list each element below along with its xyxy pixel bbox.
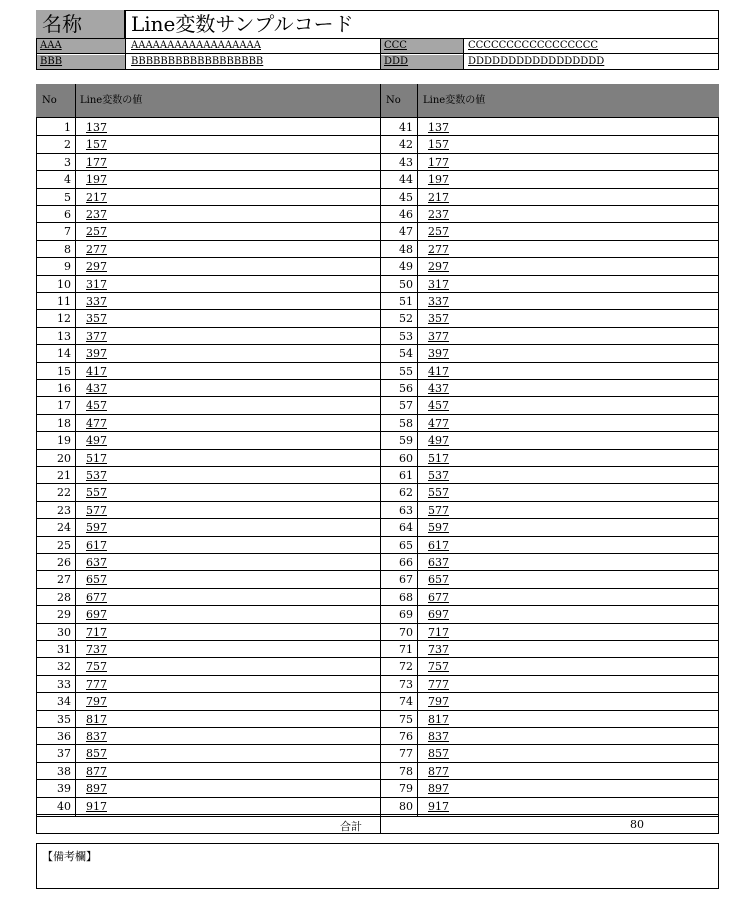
row-value: 877 [428, 764, 449, 778]
row-value: 497 [86, 434, 107, 448]
row-number: 76 [399, 730, 413, 743]
row-value: 177 [86, 155, 107, 169]
row-value: 537 [86, 469, 107, 482]
row-value: 597 [86, 521, 107, 535]
row-value: 857 [428, 747, 449, 761]
row-number: 61 [399, 469, 413, 482]
row-value: 697 [86, 608, 107, 622]
row-number: 41 [399, 121, 413, 134]
row-number: 27 [57, 573, 71, 587]
field-label-ccc: CCC [381, 39, 463, 53]
row-number: 10 [57, 277, 71, 291]
row-value: 617 [86, 538, 107, 552]
row-number: 52 [399, 312, 413, 326]
row-value: 517 [86, 451, 107, 465]
row-value: 417 [86, 364, 107, 378]
row-number: 40 [57, 799, 71, 813]
row-value: 917 [86, 799, 107, 813]
row-value: 817 [428, 712, 449, 726]
row-value: 717 [428, 625, 449, 639]
row-value: 677 [86, 590, 107, 604]
row-number: 17 [57, 399, 71, 413]
row-value: 577 [428, 503, 449, 517]
row-number: 80 [399, 799, 413, 813]
row-number: 39 [57, 782, 71, 796]
row-value: 177 [428, 155, 449, 169]
row-value: 517 [428, 451, 449, 465]
row-number: 32 [57, 660, 71, 674]
row-number: 28 [57, 590, 71, 604]
row-value: 477 [428, 416, 449, 430]
row-number: 7 [64, 225, 71, 239]
row-number: 53 [399, 329, 413, 343]
row-number: 60 [399, 451, 413, 465]
document-title: Line変数サンプルコード [131, 12, 354, 36]
row-value: 397 [428, 347, 449, 361]
row-value: 377 [86, 329, 107, 343]
row-value: 777 [428, 677, 449, 691]
total-label: 合計 [340, 820, 362, 833]
row-value: 297 [428, 260, 449, 274]
row-number: 45 [399, 190, 413, 204]
header-vline [125, 10, 126, 70]
col-header-value-right: Line変数の値 [423, 95, 486, 106]
row-number: 44 [399, 173, 413, 187]
row-value: 597 [428, 521, 449, 535]
row-value: 757 [428, 660, 449, 674]
row-number: 79 [399, 782, 413, 796]
row-number: 8 [64, 242, 71, 256]
row-number: 74 [399, 695, 413, 709]
row-number: 63 [399, 503, 413, 517]
row-value: 457 [428, 399, 449, 413]
row-number: 51 [399, 295, 413, 308]
field-label-bbb: BBB [37, 55, 125, 69]
row-number: 13 [57, 329, 71, 343]
row-value: 297 [86, 260, 107, 274]
row-number: 1 [64, 121, 71, 134]
row-number: 18 [57, 416, 71, 430]
row-value: 157 [86, 138, 107, 152]
row-number: 2 [64, 138, 71, 152]
row-number: 43 [399, 155, 413, 169]
row-value: 617 [428, 538, 449, 552]
row-value: 877 [86, 764, 107, 778]
row-number: 19 [57, 434, 71, 448]
row-value: 377 [428, 329, 449, 343]
row-value: 897 [428, 782, 449, 796]
total-divider [36, 816, 719, 817]
row-number: 72 [399, 660, 413, 674]
row-value: 817 [86, 712, 107, 726]
field-value-aaa: AAAAAAAAAAAAAAAAAA [131, 40, 261, 51]
row-value: 437 [86, 382, 107, 395]
row-number: 24 [57, 521, 71, 535]
row-number: 20 [57, 451, 71, 465]
row-number: 23 [57, 503, 71, 517]
row-number: 62 [399, 486, 413, 500]
row-number: 49 [399, 260, 413, 274]
row-value: 917 [428, 799, 449, 813]
row-number: 69 [399, 608, 413, 622]
row-value: 237 [428, 208, 449, 221]
row-number: 3 [64, 155, 71, 169]
row-number: 46 [399, 208, 413, 221]
row-number: 12 [57, 312, 71, 326]
row-value: 717 [86, 625, 107, 639]
row-number: 21 [57, 469, 71, 482]
row-value: 357 [86, 312, 107, 326]
row-number: 71 [399, 643, 413, 656]
row-value: 777 [86, 677, 107, 691]
row-value: 337 [86, 295, 107, 308]
row-number: 31 [57, 643, 71, 656]
row-value: 357 [428, 312, 449, 326]
row-number: 66 [399, 556, 413, 569]
row-number: 9 [64, 260, 71, 274]
field-value-bbb: BBBBBBBBBBBBBBBBBB [131, 56, 264, 67]
row-number: 42 [399, 138, 413, 152]
row-number: 15 [57, 364, 71, 378]
row-value: 557 [86, 486, 107, 500]
row-value: 397 [86, 347, 107, 361]
row-value: 157 [428, 138, 449, 152]
row-number: 73 [399, 677, 413, 691]
row-number: 26 [57, 556, 71, 569]
remarks-box [36, 843, 719, 889]
row-number: 33 [57, 677, 71, 691]
row-number: 58 [399, 416, 413, 430]
col-divider [75, 84, 76, 816]
row-number: 38 [57, 764, 71, 778]
row-value: 577 [86, 503, 107, 517]
row-value: 697 [428, 608, 449, 622]
row-value: 757 [86, 660, 107, 674]
row-value: 857 [86, 747, 107, 761]
header-vline [380, 38, 381, 70]
row-value: 137 [428, 121, 449, 134]
row-number: 64 [399, 521, 413, 535]
col-divider [417, 84, 418, 816]
header-divider [36, 53, 719, 54]
field-label-aaa: AAA [37, 39, 125, 53]
field-value-ddd: DDDDDDDDDDDDDDDDD [468, 56, 605, 67]
row-value: 477 [86, 416, 107, 430]
row-number: 14 [57, 347, 71, 361]
row-value: 737 [86, 643, 107, 656]
field-label-ddd: DDD [381, 55, 463, 69]
col-header-no-left: No [42, 95, 57, 106]
row-value: 217 [86, 190, 107, 204]
remarks-label: 【備考欄】 [42, 850, 97, 863]
row-number: 77 [399, 747, 413, 761]
row-value: 137 [86, 121, 107, 134]
row-value: 897 [86, 782, 107, 796]
row-value: 437 [428, 382, 449, 395]
row-number: 54 [399, 347, 413, 361]
row-number: 25 [57, 538, 71, 552]
row-value: 217 [428, 190, 449, 204]
row-number: 36 [57, 730, 71, 743]
row-number: 67 [399, 573, 413, 587]
row-number: 29 [57, 608, 71, 622]
row-number: 6 [64, 208, 71, 221]
field-value-ccc: CCCCCCCCCCCCCCCCC [468, 40, 599, 51]
row-number: 78 [399, 764, 413, 778]
row-number: 59 [399, 434, 413, 448]
row-value: 317 [86, 277, 107, 291]
row-number: 56 [399, 382, 413, 395]
row-value: 737 [428, 643, 449, 656]
row-number: 22 [57, 486, 71, 500]
row-number: 16 [57, 382, 71, 395]
row-value: 557 [428, 486, 449, 500]
total-value: 80 [630, 818, 644, 831]
row-number: 47 [399, 225, 413, 239]
row-value: 457 [86, 399, 107, 413]
row-value: 277 [86, 242, 107, 256]
row-number: 68 [399, 590, 413, 604]
row-value: 637 [428, 556, 449, 569]
row-number: 34 [57, 695, 71, 709]
row-number: 37 [57, 747, 71, 761]
row-value: 677 [428, 590, 449, 604]
row-value: 197 [86, 173, 107, 187]
row-number: 57 [399, 399, 413, 413]
row-value: 257 [428, 225, 449, 239]
row-value: 837 [86, 730, 107, 743]
row-number: 48 [399, 242, 413, 256]
row-value: 837 [428, 730, 449, 743]
row-value: 537 [428, 469, 449, 482]
row-value: 657 [428, 573, 449, 587]
row-number: 30 [57, 625, 71, 639]
col-header-value-left: Line変数の値 [80, 95, 143, 106]
col-header-no-right: No [386, 95, 401, 106]
row-value: 277 [428, 242, 449, 256]
row-number: 65 [399, 538, 413, 552]
row-value: 657 [86, 573, 107, 587]
row-value: 197 [428, 173, 449, 187]
row-value: 317 [428, 277, 449, 291]
row-value: 497 [428, 434, 449, 448]
row-value: 417 [428, 364, 449, 378]
row-number: 35 [57, 712, 71, 726]
row-number: 11 [57, 295, 71, 308]
name-label: 名称 [36, 10, 125, 38]
row-value: 257 [86, 225, 107, 239]
row-number: 50 [399, 277, 413, 291]
row-number: 75 [399, 712, 413, 726]
row-number: 4 [64, 173, 71, 187]
row-number: 55 [399, 364, 413, 378]
row-value: 237 [86, 208, 107, 221]
header-vline [463, 38, 464, 70]
row-value: 637 [86, 556, 107, 569]
row-value: 337 [428, 295, 449, 308]
row-value: 797 [428, 695, 449, 709]
row-value: 797 [86, 695, 107, 709]
row-number: 5 [64, 190, 71, 204]
col-divider [380, 84, 381, 834]
row-number: 70 [399, 625, 413, 639]
